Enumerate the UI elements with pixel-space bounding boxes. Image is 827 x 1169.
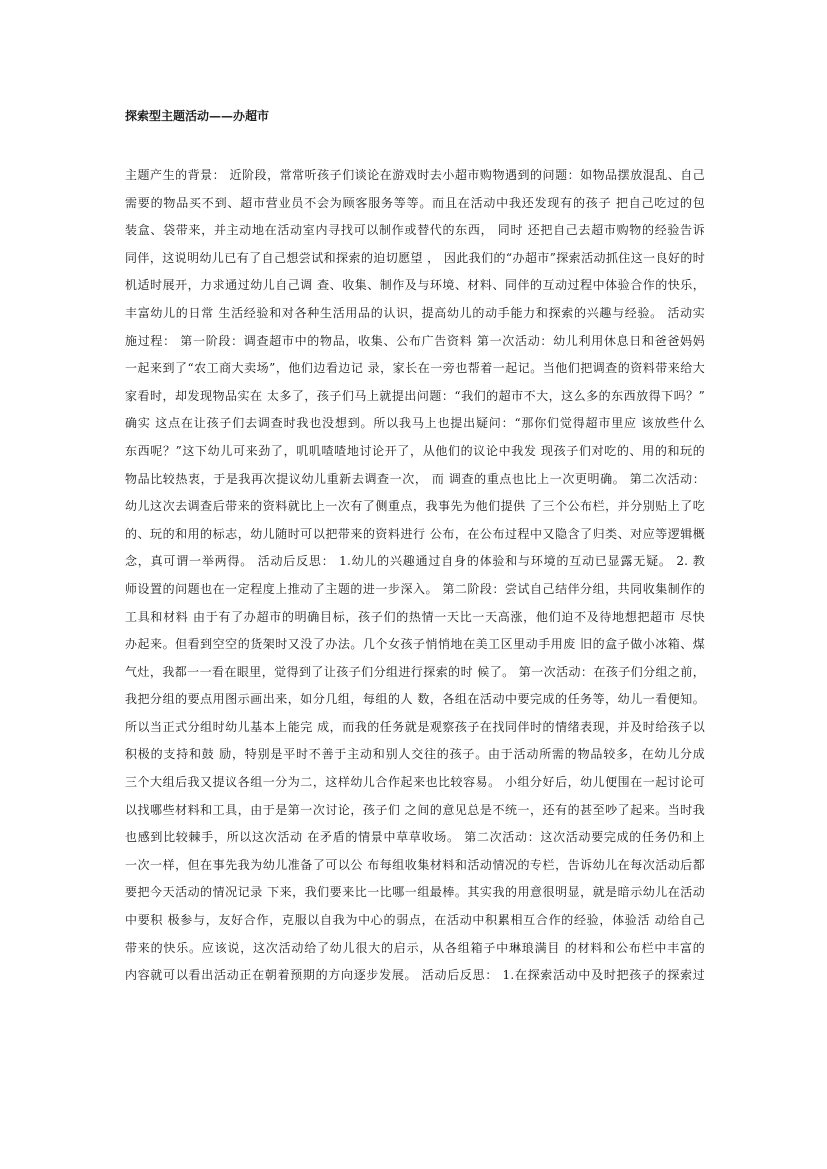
body-line: 带来的快乐。应该说，这次活动给了幼儿很大的启示，从各组箱子中琳琅满目 的材料和公布栏中丰富的 — [125, 940, 705, 955]
body-line: 以找哪些材料和工具，由于是第一次讨论，孩子们 之间的意见总是不统一，还有的甚至吵了起来。当时我 — [125, 802, 705, 817]
body-line: 的、玩的和用的标志，幼儿随时可以把带来的资料进行 公布，在公布过程中又隐含了归类、对应等逻辑概 — [125, 526, 705, 541]
body-line: 需要的物品买不到、超市营业员不会为顾客服务等等。而且在活动中我还发现有的孩子 把自己吃过的包 — [125, 195, 705, 210]
body-line: 同伴，这说明幼儿已有了自己想尝试和探索的迫切愿望 ， 因此我们的“办超市”探索活动抓住这一良好的时 — [125, 250, 705, 265]
body-line: 东西呢？”这下幼儿可来劲了，叽叽喳喳地讨论开了，从他们的议论中我发 现孩子们对吃的、用的和玩的 — [125, 443, 705, 458]
body-line: 办起来。但看到空空的货架时又没了办法。几个女孩子悄悄地在美工区里动手用废 旧的盒子做小冰箱、煤 — [125, 637, 705, 652]
body-line: 幼儿这次去调查后带来的资料就比上一次有了侧重点，我事先为他们提供 了三个公布栏，并分别贴上了吃 — [125, 499, 705, 514]
body-line: 师设置的问题也在一定程度上推动了主题的进一步深入。 第二阶段：尝试自己结伴分组，共同收集制作的 — [125, 581, 705, 596]
body-line: 装盒、袋带来，并主动地在活动室内寻找可以制作或替代的东西， 同时 还把自己去超市购物的经验告诉 — [125, 223, 705, 238]
body-line: 机适时展开，力求通过幼儿自己调 查、收集、制作及与环境、材料、同伴的互动过程中体验合作的快乐， — [125, 278, 705, 293]
body-line: 家看时，却发现物品实在 太多了，孩子们马上就提出问题：“我们的超市不大，这么多的东西放得下吗？” — [125, 388, 705, 403]
body-line: 中要积 极参与，友好合作，克服以自我为中心的弱点，在活动中积累相互合作的经验，体验活 动给自己 — [125, 913, 705, 928]
body-line: 内容就可以看出活动正在朝着预期的方向逐步发展。 活动后反思： 1.在探索活动中及时把孩子的探索过 — [125, 968, 705, 983]
body-line: 也感到比较棘手，所以这次活动 在矛盾的情景中草草收场。 第二次活动：这次活动要完成的任务仍和上 — [125, 830, 705, 845]
body-line: 三个大组后我又提议各组一分为二，这样幼儿合作起来也比较容易。 小组分好后，幼儿便围在一起讨论可 — [125, 775, 705, 790]
body-line: 所以当正式分组时幼儿基本上能完 成，而我的任务就是观察孩子在找同伴时的情绪表现，并及时给孩子以 — [125, 719, 705, 734]
body-line: 物品比较热衷，于是我再次提议幼儿重新去调查一次， 而 调查的重点也比上一次更明确。 第二次活动： — [125, 471, 705, 486]
body-line: 气灶，我都一一看在眼里，觉得到了让孩子们分组进行探索的时 候了。 第一次活动：在孩子们分组之前， — [125, 664, 705, 679]
body-line: 积极的支持和鼓 励，特别是平时不善于主动和别人交往的孩子。由于活动所需的物品较多，在幼儿分成 — [125, 747, 705, 762]
body-line: 我把分组的要点用图示画出来，如分几组，每组的人 数，各组在活动中要完成的任务等，幼儿一看便知。 — [125, 692, 705, 707]
body-line: 念，真可谓一举两得。 活动后反思： 1.幼儿的兴趣通过自身的体验和与环境的互动已显露无疑。 2. 教 — [125, 554, 705, 569]
body-line: 丰富幼儿的日常 生活经验和对各种生活用品的认识，提高幼儿的动手能力和探索的兴趣与经验。 活动实 — [125, 305, 705, 320]
body-line: 主题产生的背景： 近阶段，常常听孩子们谈论在游戏时去小超市购物遇到的问题：如物品摆放混乱、自己 — [125, 168, 705, 182]
body-line: 一起来到了“农工商大卖场”，他们边看边记 录，家长在一旁也帮着一起记。当他们把调查的资料带来给大 — [125, 361, 705, 376]
body-line: 要把今天活动的情况记录 下来，我们要来比一比哪一组最棒。其实我的用意很明显，就是暗示幼儿在活动 — [125, 885, 705, 900]
body-line: 一次一样，但在事先我为幼儿准备了可以公 布每组收集材料和活动情况的专栏，告诉幼儿在每次活动后都 — [125, 857, 705, 872]
document-title: 探索型主题活动——办超市 — [125, 109, 270, 123]
body-line: 施过程： 第一阶段：调查超市中的物品，收集、公布广告资料 第一次活动：幼儿利用休息日和爸爸妈妈 — [125, 333, 705, 348]
body-line: 工具和材料 由于有了办超市的明确目标，孩子们的热情一天比一天高涨，他们迫不及待地想把超市 尽快 — [125, 609, 705, 624]
body-line: 确实 这点在让孩子们去调查时我也没想到。所以我马上也提出疑问：“那你们觉得超市里应 该放些什么 — [125, 416, 705, 431]
document-body — [125, 166, 705, 994]
